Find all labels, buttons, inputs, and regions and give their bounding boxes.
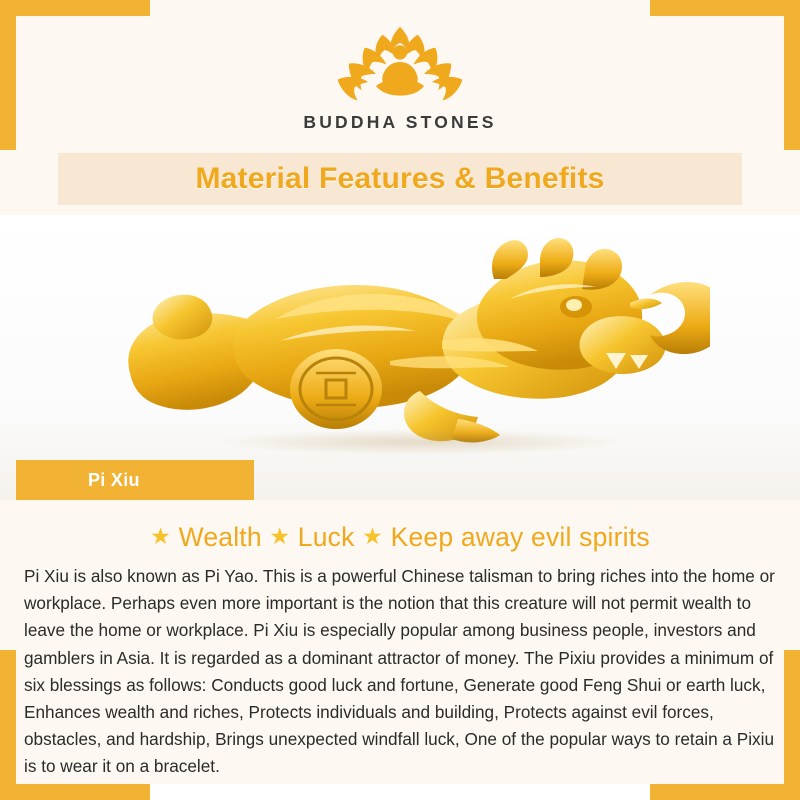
benefit-item-wealth: Wealth xyxy=(178,522,262,552)
product-label-tab xyxy=(16,460,254,500)
benefit-item-evil-spirits: Keep away evil spirits xyxy=(390,522,650,552)
star-icon: ★ xyxy=(150,523,172,549)
corner-frame-bottom-right-vertical xyxy=(784,650,800,800)
gold-pixiu-charm-image xyxy=(90,233,710,483)
brand-header xyxy=(0,0,800,145)
corner-frame-top-left-horizontal xyxy=(0,0,150,16)
brand-name: BUDDHA STONES xyxy=(303,112,497,132)
page-title: Material Features & Benefits xyxy=(195,162,605,195)
product-label: Pi Xiu xyxy=(88,469,140,490)
corner-frame-top-left-vertical xyxy=(0,0,16,150)
corner-frame-bottom-left-vertical xyxy=(0,650,16,800)
product-image-area xyxy=(0,215,800,500)
lotus-meditation-icon xyxy=(320,22,480,110)
star-icon: ★ xyxy=(362,523,383,549)
benefits-headline xyxy=(0,522,800,553)
product-shadow xyxy=(210,429,630,455)
corner-frame-top-right-horizontal xyxy=(650,0,800,16)
title-band xyxy=(58,153,742,205)
benefit-item-luck: Luck xyxy=(297,522,355,552)
corner-frame-bottom-left-horizontal xyxy=(0,784,150,800)
corner-frame-bottom-right-horizontal xyxy=(650,784,800,800)
description-paragraph: Pi Xiu is also known as Pi Yao. This is a powerful Chinese talisman to bring riches into the home or workplace. Perhaps even more important is the notion that this creature will not permit wealth to leave the home or workplace. Pi Xiu is especially popular among business people, investors and gamblers in Asia. It is regarded as a dominant attractor of money. The Pixiu provides a minimum of six blessings as follows: Conducts good luck and fortune, Generate good Feng Shui or earth luck, Enhances wealth and riches, Protects individuals and building, Protects against evil forces, obstacles, and hardship, Brings unexpected windfall luck, One of the popular ways to retain a Pixiu is to wear it on a bracelet. xyxy=(24,566,775,777)
corner-frame-top-right-vertical xyxy=(784,0,800,150)
star-icon: ★ xyxy=(269,523,291,549)
